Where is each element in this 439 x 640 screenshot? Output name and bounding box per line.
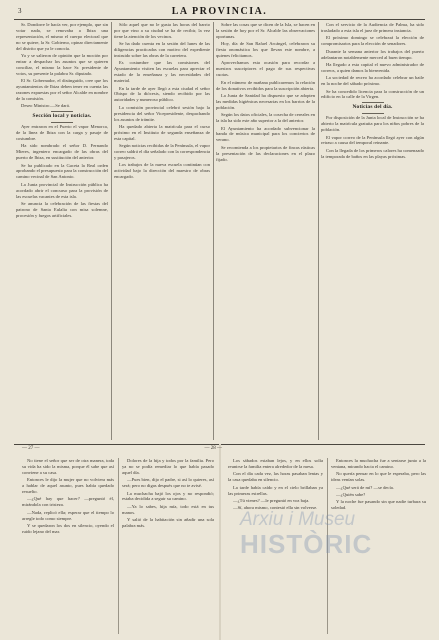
paragraph: Aprovechamos esta ocasión para recordar a nuestros suscriptores el pago de sus respectivas cuotas. bbox=[216, 60, 315, 78]
paragraph: Con el día cada vez, las horas pasaban lentas y la casa quedaba en silencio. bbox=[228, 471, 323, 483]
page-number: 3 bbox=[18, 7, 22, 15]
paragraph: —Sí, ahora mismo, contestó ella sin volverse. bbox=[233, 505, 318, 511]
paragraph: Sr. Dondorre le hacía ver, por ejemplo, que sin votar nada, se renovaba a Ibiza una representación, el mismo el cuerpo electoral que no se quiere, la Sr. Gobierno, opinar directamente del distrito que ya le conocía. bbox=[16, 22, 108, 51]
paragraph: Según los datos oficiales, la cosecha de cereales en la isla ha sido este año superior a la del anterior. bbox=[216, 112, 315, 124]
column-divider bbox=[213, 22, 214, 440]
paragraph: La sociedad de recreo ha acordado celebrar un baile en la noche del sábado próximo. bbox=[321, 75, 424, 87]
column-2 bbox=[114, 22, 210, 440]
paragraph: Se ha concedido licencia para la construcción de un edificio en la calle de la Virgen. bbox=[321, 88, 424, 100]
section-heading: Sección local y noticias. bbox=[32, 112, 92, 119]
paragraph: Ha quedado abierta la matrícula para el curso próximo en el Instituto de segunda enseñanza de esta capital. bbox=[114, 124, 210, 141]
paragraph: —Nada, replicó ella; esperar que el tiempo lo arregle todo como siempre. bbox=[22, 509, 114, 521]
masthead bbox=[0, 4, 439, 18]
serial-page-number: — 28 — bbox=[204, 446, 222, 451]
paragraph: La Junta provincial de Instrucción pública ha acordado abrir el concurso para la provisión de las escuelas vacantes de esta isla. bbox=[16, 181, 108, 199]
paragraph: La muchacha bajó los ojos y no respondió; estaba decidida a seguir su camino. bbox=[122, 490, 214, 502]
paragraph: El vapor correo de la Península llegó ayer con algún retraso a causa del temporal reinante. bbox=[321, 134, 424, 146]
paragraph: Durante la semana anterior los trabajos del puerto adelantaron notablemente merced al buen tiempo. bbox=[321, 48, 424, 60]
section-heading: Noticias del día. bbox=[352, 103, 393, 110]
column-4 bbox=[321, 22, 424, 440]
paragraph: —¿Tú vienes? —le preguntó en voz baja. bbox=[233, 497, 310, 503]
paragraph: Deseo Ministro.—Se dará. bbox=[21, 103, 70, 109]
serial-column-1 bbox=[22, 458, 114, 636]
column-divider bbox=[318, 22, 319, 440]
paragraph: —Ya lo sabes, hija mía, todo está en tus manos. bbox=[122, 503, 214, 515]
paragraph: —¿Qué hay que hacer? —preguntó él, mirándola con tristeza. bbox=[22, 496, 114, 508]
header-rule bbox=[14, 19, 425, 20]
paragraph: Es costumbre que las comisiones del Ayuntamiento visiten las escuelas para apreciar el estado de la enseñanza y las necesidades del material. bbox=[114, 60, 210, 84]
paragraph: Se recomienda a los propietarios de fincas rústicas la presentación de las declaraciones en el plazo fijado. bbox=[216, 144, 315, 162]
paragraph: —¿Quién sabe? bbox=[336, 492, 366, 498]
serial-column-3 bbox=[228, 458, 323, 636]
column-1 bbox=[16, 22, 108, 440]
paragraph: Los sábados estaban lejos, y en ellos solía reunirse la familia entera alrededor de la mesa. bbox=[228, 458, 323, 469]
paragraph: No tiene el señor que ser de otra manera, toda su vida ha sido la misma, porque él sabe que así conviene a su casa. bbox=[22, 458, 114, 475]
paragraph: Se ha dado cuenta en la sesión del lunes de las diligencias practicadas con motivo del expediente instruido sobre las obras de la carretera. bbox=[114, 41, 210, 59]
paragraph: Y la noche fue pasando sin que nadie turbara su soledad. bbox=[331, 499, 426, 511]
paragraph: Y salió de la habitación sin añadir una sola palabra más. bbox=[122, 517, 214, 529]
paragraph: Se ha publicado en la Gaceta la Real orden aprobando el presupuesto para la construcción del camino vecinal de San Antonio. bbox=[16, 162, 108, 180]
separator bbox=[51, 122, 73, 123]
page-gutter bbox=[219, 444, 221, 640]
paragraph: Sólo aquel que no le gusta las horas del barrio por que vino a su ciudad se ha de recibir, la vez tiene la atención de los vecinos. bbox=[114, 22, 210, 39]
paragraph: Entonces la muchacha fue a sentarse junto a la ventana, mirando hacia el camino. bbox=[331, 458, 426, 469]
paragraph: Ya y se salieron de opinión que la moción por entrar a despachar los asuntos que se quieren conciliar, el mismo la hace Sr. presidente de votos, su presente la palabra Sr. diputado. bbox=[16, 53, 108, 76]
paragraph: Y se quedaron los dos en silencio, oyendo el ruido lejano del mar. bbox=[22, 523, 114, 534]
serial-page-number: — 27 — bbox=[22, 446, 40, 451]
paragraph: Con el servicio de la Audiencia de Palma, ha sido trasladado a esta isla el juez de primera instancia. bbox=[321, 22, 424, 33]
column-divider bbox=[111, 22, 112, 440]
paragraph: En el número de mañana publicaremos la relación de los donativos recibidos para la suscripción abierta. bbox=[216, 79, 315, 91]
paragraph: El Sr. Gobernador, el distinguido, cree que los ayuntamientos de Ibiza deben tener en cuenta las razones expuestas por el señor Alcalde en nombre de la comisión. bbox=[16, 78, 108, 101]
watermark-line-2: HISTÒRIC bbox=[240, 529, 373, 559]
paragraph: El Ayuntamiento ha acordado subvencionar la banda de música municipal para los conciertos de verano. bbox=[216, 125, 315, 143]
paragraph: Entonces le dijo la mujer que no volviera más a hablar de aquel asunto, pues había quedado resuelto. bbox=[22, 477, 114, 495]
paragraph: Con la llegada de los primeros calores ha comenzado la temporada de baños en las playas próximas. bbox=[321, 147, 424, 159]
separator bbox=[51, 111, 73, 112]
column-divider bbox=[118, 458, 119, 634]
paragraph: La tarde había caído y en el cielo brillaban ya las primeras estrellas. bbox=[228, 484, 323, 496]
column-divider bbox=[327, 458, 328, 634]
paragraph: En la tarde de ayer llegó a esta ciudad el señor Obispo de la diócesis, siendo recibido por las autoridades y numeroso público. bbox=[114, 85, 210, 103]
paragraph: Dolores de la hija y todos por la familia. Pero ya no se podía remediar lo que había pasado aquel día. bbox=[122, 458, 214, 475]
paragraph: La comisión provincial celebró sesión bajo la presidencia del señor Vicepresidente, despachando los asuntos de trámite. bbox=[114, 104, 210, 122]
newspaper-title: LA PROVINCIA. bbox=[171, 5, 268, 17]
paragraph: Ayer entraron en el Puerto el vapor Menorca, de la línea de Ibiza con la carga y pasaje de costumbre. bbox=[16, 124, 108, 141]
paragraph: El próximo domingo se celebrará la elección de compromisarios para la elección de senadores. bbox=[321, 35, 424, 47]
serial-column-2 bbox=[122, 458, 214, 636]
paragraph: Los trabajos de la nueva escuela continúan con actividad bajo la dirección del maestro de obras encargado. bbox=[114, 162, 210, 180]
paragraph: No quería pensar en lo que le esperaba, pero las ideas venían solas. bbox=[331, 471, 426, 483]
paragraph: —Pues bien, dijo el padre, si así lo quieres, así será; pero no digas después que no te avisé. bbox=[122, 477, 214, 489]
column-3 bbox=[216, 22, 315, 440]
serial-page-header-left bbox=[22, 446, 222, 456]
paragraph: Ha sido nombrado el señor D. Fernando Mieres, ingeniero encargado de las obras del puerto de Ibiza, en sustitución del anterior. bbox=[16, 143, 108, 161]
paragraph: Sobre las cosas que se dicen de la Isla, se hacen en la sesión de hoy por el Sr. Alcalde las observaciones oportunas. bbox=[216, 22, 315, 39]
separator bbox=[362, 102, 384, 103]
serial-column-4 bbox=[331, 458, 426, 636]
paragraph: —¿Qué será de mí? —se decía. bbox=[336, 484, 394, 490]
watermark-line-1: Arxiu i Museu bbox=[240, 509, 356, 530]
paragraph: Según noticias recibidas de la Península, el vapor correo saldrá el día señalado con la correspondencia y pasajeros. bbox=[114, 143, 210, 161]
paragraph: Hoy, día de San Rafael Arcángel, celebraron su fiesta onomástica los que llevan este nombre, a quienes felicitamos. bbox=[216, 41, 315, 59]
separator bbox=[362, 113, 384, 114]
paragraph: Ha llegado a esta capital el nuevo administrador de correos, a quien damos la bienvenida. bbox=[321, 61, 424, 73]
paragraph: La Junta de Sanidad ha dispuesto que se adopten las medidas higiénicas necesarias en los barrios de la población. bbox=[216, 92, 315, 110]
paragraph: Por disposición de la Junta local de Instrucción se ha abierto la matrícula gratuita para los niños pobres de la población. bbox=[321, 115, 424, 133]
paragraph: Se anuncia la celebración de las fiestas del patrono de Santa Eulalia con misa solemne, procesión y fuegos artificiales. bbox=[16, 200, 108, 218]
